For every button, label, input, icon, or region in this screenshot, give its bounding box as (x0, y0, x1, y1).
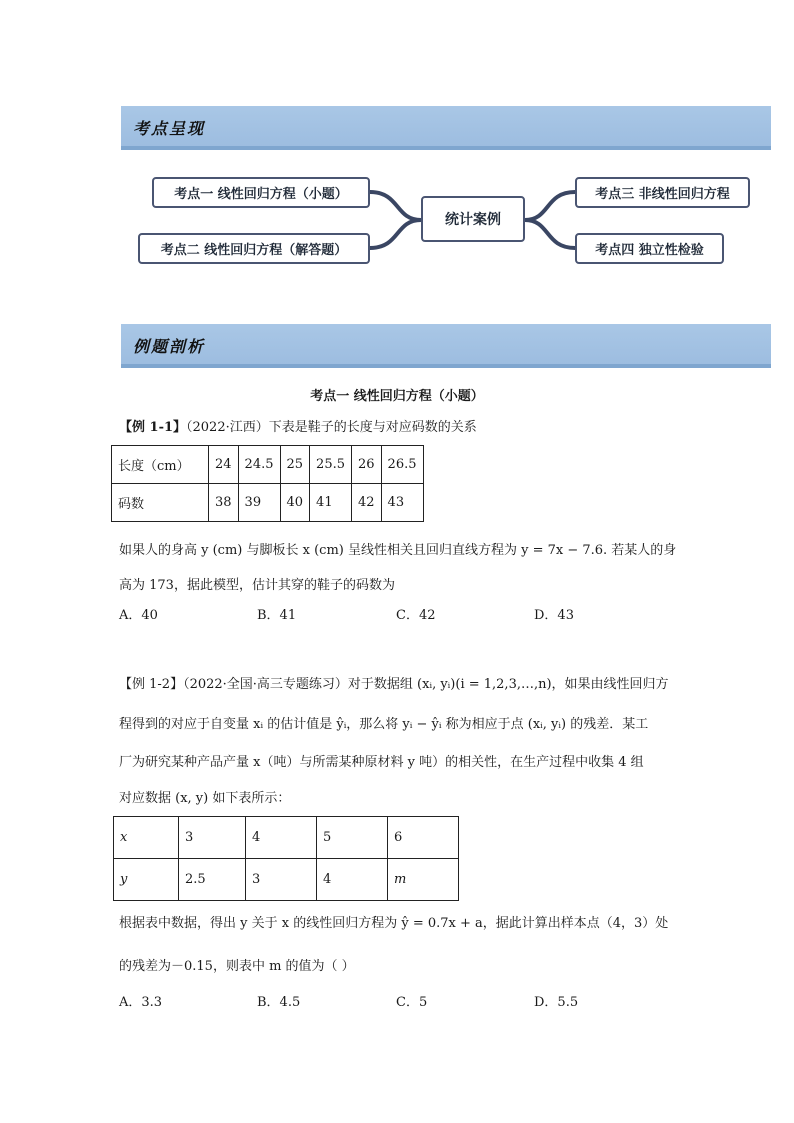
table-row (112, 446, 424, 484)
table-cell: 25.5 (310, 446, 352, 484)
table-cell: 3 (179, 817, 246, 859)
choice-c: C．5 (396, 995, 428, 1010)
choice-d: D．5.5 (534, 995, 579, 1010)
choice-d: D．43 (534, 608, 574, 623)
table-cell: 2.5 (179, 859, 246, 901)
example-1-2-line4: 对应数据 (x, y) 如下表所示： (119, 791, 291, 806)
mindmap-node-topic1: 考点一 线性回归方程（小题） (152, 177, 370, 208)
choice-b: B．41 (257, 608, 297, 623)
example-1-1-question-line1: 如果人的身高 y (cm) 与脚板长 x (cm) 呈线性相关且回归直线方程为 y = 7x − 7.6. 若某人的身 (119, 543, 677, 558)
example-1-2-line1 (119, 673, 669, 692)
table-cell: 41 (310, 484, 352, 522)
mindmap-node-topic3: 考点三 非线性回归方程 (575, 177, 750, 208)
table-row (114, 859, 459, 901)
example-text: （2022·全国·高三专题练习）对于数据组 (xᵢ, yᵢ)(i = 1,2,3,…,n)，如果由线性回归方 (183, 677, 669, 692)
table-cell: 39 (238, 484, 280, 522)
table-header-cell: x (114, 817, 179, 859)
table-cell: 40 (280, 484, 310, 522)
table-header-cell: y (114, 859, 179, 901)
example-label: 【例 1-1】 (119, 420, 187, 435)
table-cell: 43 (381, 484, 423, 522)
table-cell: 4 (317, 859, 388, 901)
table-cell: 24 (209, 446, 239, 484)
table-cell: 4 (246, 817, 317, 859)
example-1-1-question-line2: 高为 173，据此模型，估计其穿的鞋子的码数为 (119, 578, 395, 593)
example-1-1-table (111, 445, 424, 522)
table-row (112, 484, 424, 522)
section-title: 例题剖析 (133, 337, 206, 356)
mindmap-node-topic2: 考点二 线性回归方程（解答题） (138, 233, 370, 264)
table-cell: 25 (280, 446, 310, 484)
example-1-2-line2: 程得到的对应于自变量 xᵢ 的估计值是 ŷᵢ，那么将 yᵢ − ŷᵢ 称为相应于点 (xᵢ, yᵢ) 的残差．某工 (119, 717, 649, 732)
example-1-2-line5: 根据表中数据，得出 y 关于 x 的线性回归方程为 ŷ = 0.7x + a，据此计算出样本点（4，3）处 (119, 916, 669, 931)
table-row (114, 817, 459, 859)
table-cell: 26.5 (381, 446, 423, 484)
example-1-2-line6: 的残差为－0.15，则表中 m 的值为（ ） (119, 959, 355, 974)
choice-a: A．40 (119, 608, 158, 623)
mindmap-node-center: 统计案例 (421, 196, 525, 242)
table-header-cell: 长度（cm） (112, 446, 209, 484)
table-cell: 5 (317, 817, 388, 859)
example-1-1-intro (119, 416, 477, 435)
example-source: （2022·江西）下表是鞋子的长度与对应码数的关系 (186, 420, 477, 435)
section-banner-liti (121, 324, 771, 368)
table-cell: m (388, 859, 459, 901)
mindmap-node-topic4: 考点四 独立性检验 (575, 233, 724, 264)
topic1-title: 考点一 线性回归方程（小题） (310, 389, 484, 404)
table-header-cell: 码数 (112, 484, 209, 522)
table-cell: 3 (246, 859, 317, 901)
table-cell: 24.5 (238, 446, 280, 484)
choice-a: A．3.3 (119, 995, 163, 1010)
choice-c: C．42 (396, 608, 436, 623)
example-1-2-table (113, 816, 459, 901)
example-label: 【例 1-2】 (119, 677, 184, 692)
table-cell: 38 (209, 484, 239, 522)
example-1-2-line3: 厂为研究某种产品产量 x（吨）与所需某种原材料 y 吨）的相关性，在生产过程中收集 4 组 (119, 755, 644, 770)
choice-b: B．4.5 (257, 995, 301, 1010)
table-cell: 6 (388, 817, 459, 859)
table-cell: 42 (352, 484, 382, 522)
table-cell: 26 (352, 446, 382, 484)
section-title: 考点呈现 (133, 119, 206, 138)
